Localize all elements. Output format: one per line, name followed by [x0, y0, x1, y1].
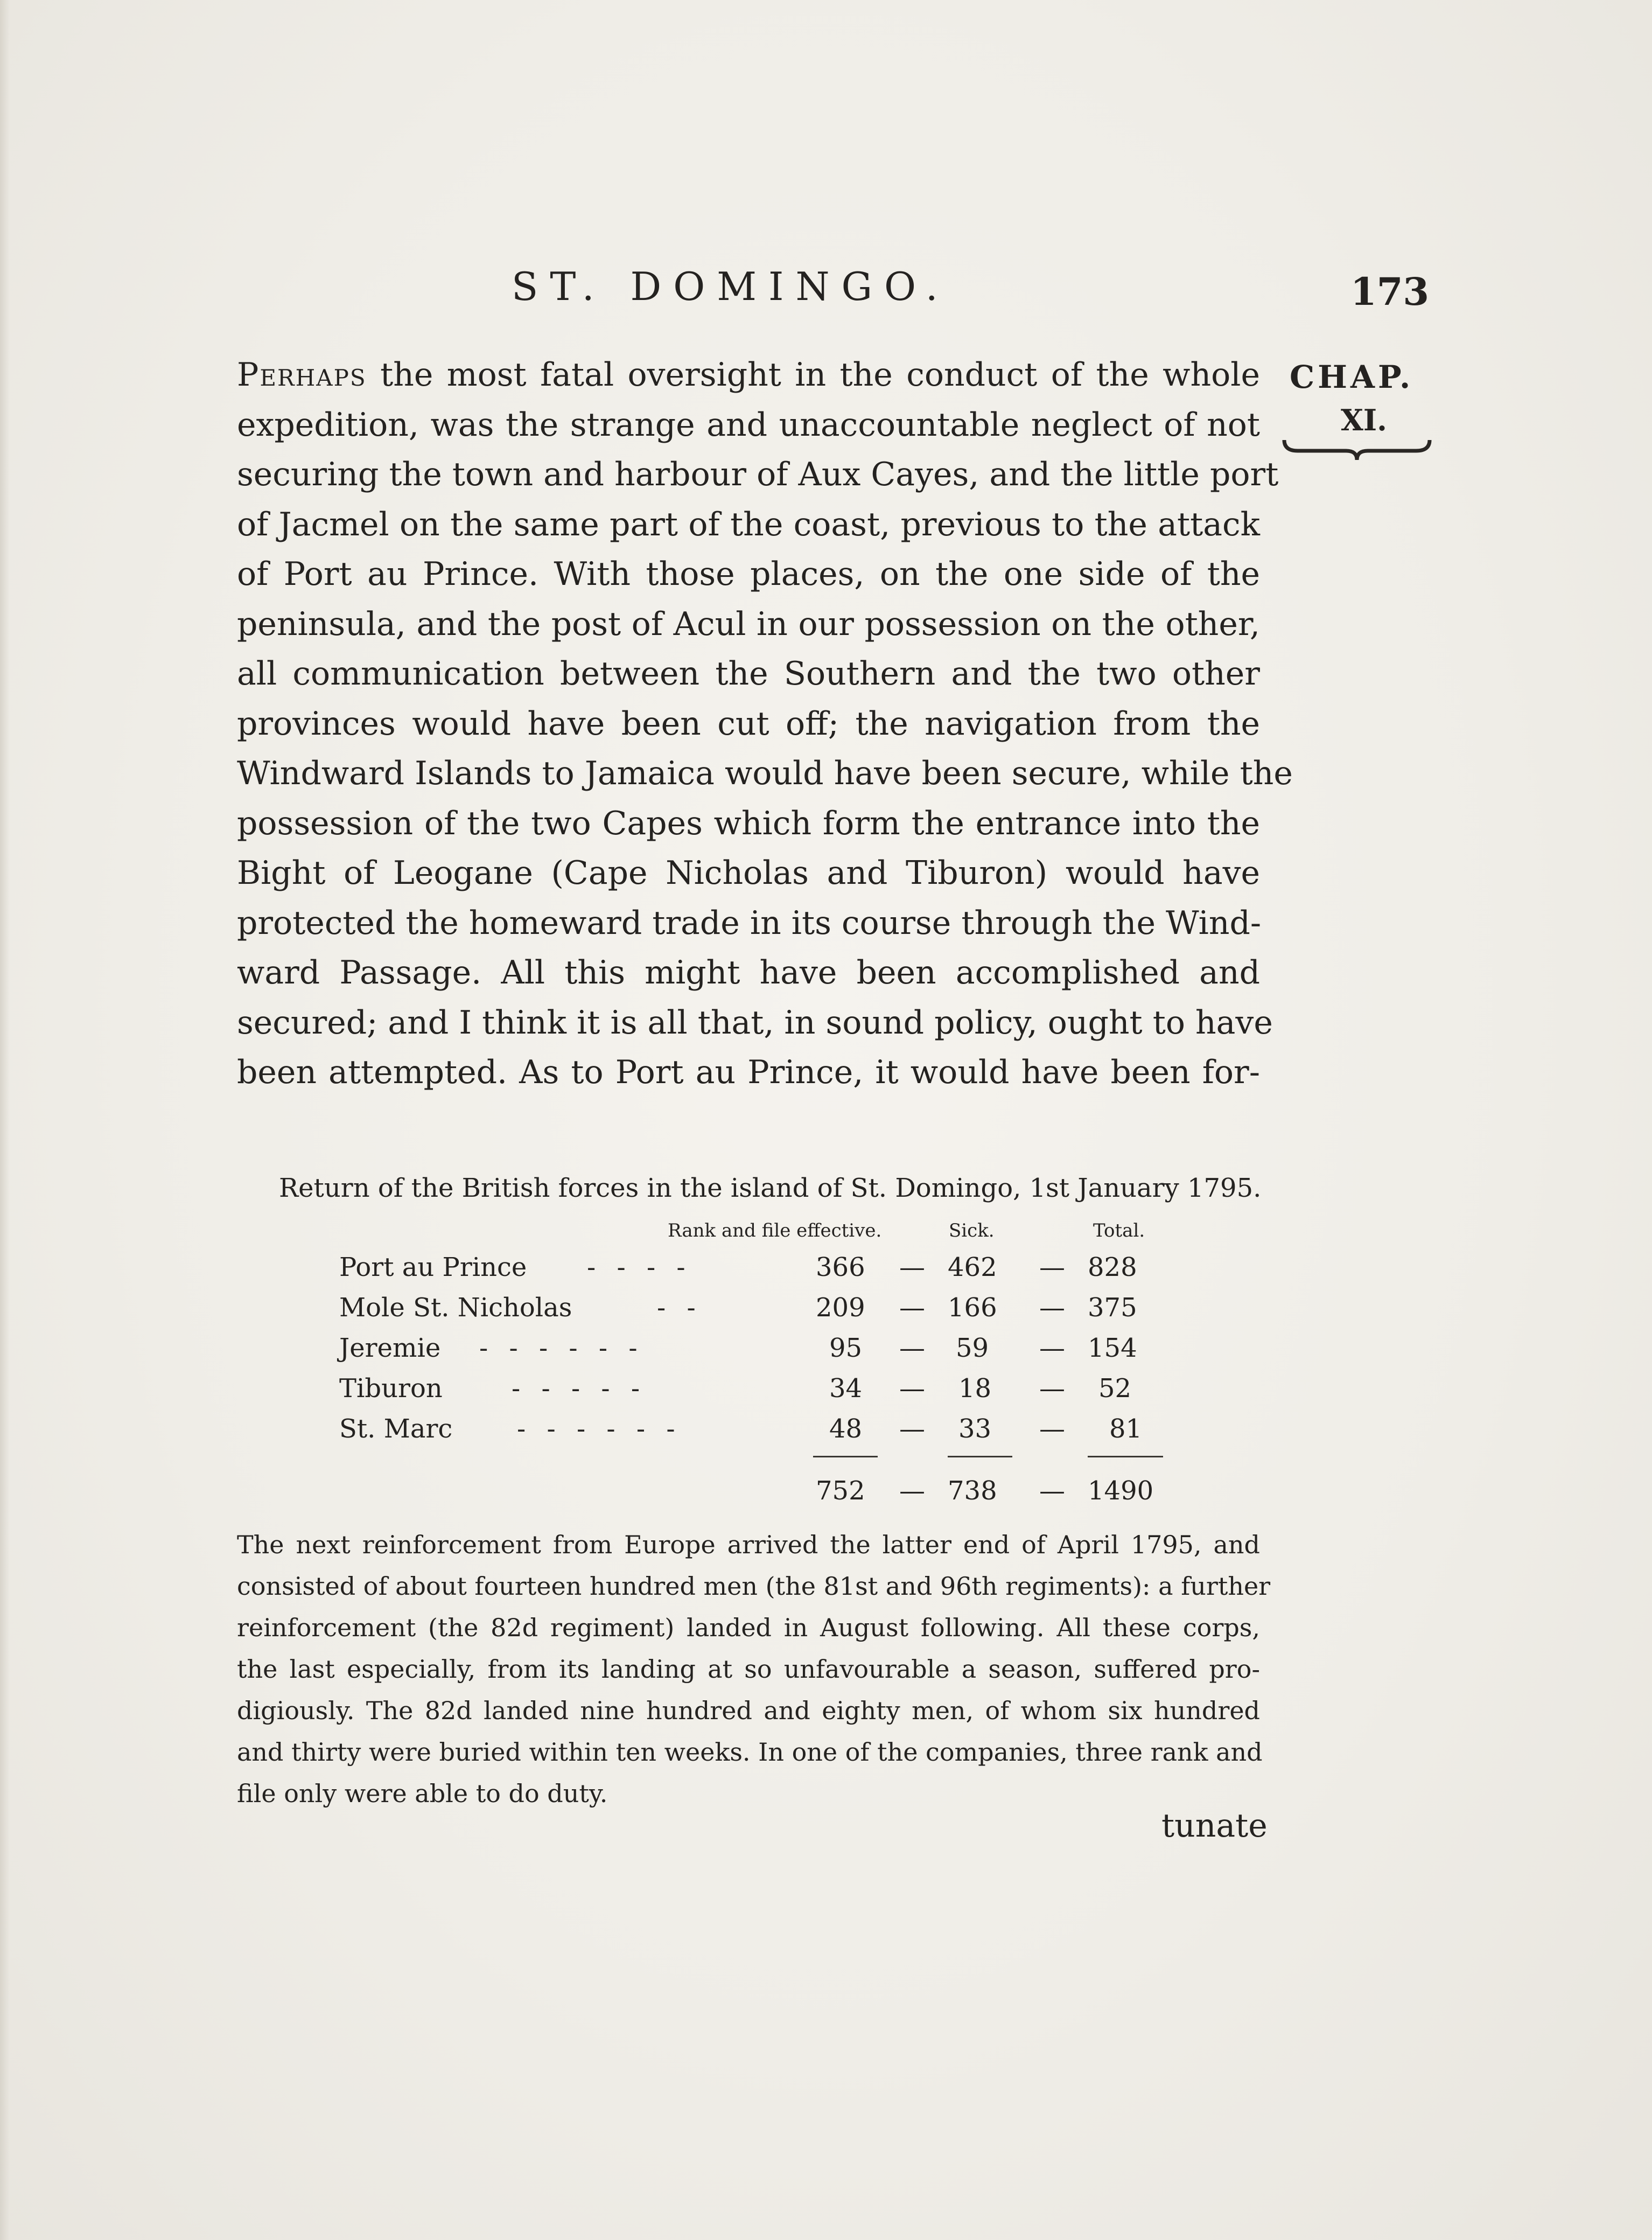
row-separator: —	[1039, 1373, 1065, 1404]
page-number: 173	[1350, 269, 1430, 314]
column-header-total: Total.	[1093, 1220, 1145, 1241]
row-sick: 33	[958, 1414, 992, 1444]
row-leader-dashes: - - - -	[587, 1252, 692, 1282]
body-line: Windward Islands to Jamaica would have been secure, while the	[237, 755, 1293, 792]
column-header-sick: Sick.	[949, 1220, 995, 1241]
footnote-line: and thirty were buried within ten weeks. In one of the companies, three rank and	[237, 1737, 1263, 1767]
lead-word: Perhaps	[237, 356, 367, 394]
first-line-text: the most fatal oversight in the conduct of the whole	[380, 356, 1261, 394]
row-separator: —	[1039, 1252, 1065, 1282]
table-totals-row	[0, 1476, 1652, 1513]
body-line: all communication between the Southern and the two other	[237, 655, 1260, 693]
row-separator: —	[899, 1414, 925, 1444]
row-total: 81	[1109, 1414, 1143, 1444]
row-leader-dashes: - -	[657, 1293, 702, 1323]
body-line: possession of the two Capes which form the entrance into the	[237, 804, 1260, 842]
row-separator: —	[1039, 1476, 1065, 1506]
total-effective: 752	[816, 1476, 865, 1506]
body-line: secured; and I think it is all that, in sound policy, ought to have	[237, 1003, 1273, 1042]
footnote-line: digiously. The 82d landed nine hundred and eighty men, of whom six hundred	[237, 1696, 1260, 1725]
row-total: 154	[1088, 1333, 1137, 1363]
footnote	[237, 1524, 1271, 1815]
sum-rule-sick	[948, 1456, 1012, 1457]
row-place: Port au Prince	[339, 1252, 527, 1282]
row-separator: —	[899, 1333, 925, 1363]
row-total: 375	[1088, 1293, 1137, 1323]
chapter-brace-ornament	[1282, 437, 1432, 464]
body-line: protected the homeward trade in its course through the Wind-	[237, 904, 1262, 942]
sum-rule-total	[1088, 1456, 1163, 1457]
row-separator: —	[899, 1476, 925, 1506]
body-line: securing the town and harbour of Aux Cayes, and the little port	[237, 456, 1279, 493]
row-place: Jeremie	[339, 1333, 441, 1363]
row-leader-dashes: - - - - - -	[517, 1414, 682, 1444]
body-line: expedition, was the strange and unaccountable neglect of not	[237, 406, 1260, 444]
table-row	[0, 1373, 1652, 1411]
row-place: Mole St. Nicholas	[339, 1293, 572, 1323]
row-sick: 59	[956, 1333, 989, 1363]
row-separator: —	[1039, 1333, 1065, 1363]
row-sick: 462	[948, 1252, 997, 1282]
row-effective: 48	[829, 1414, 863, 1444]
row-effective: 209	[816, 1293, 865, 1323]
body-line: ward Passage. All this might have been accomplished and	[237, 954, 1260, 992]
page-edge-shadow	[0, 0, 10, 2240]
row-separator: —	[1039, 1414, 1065, 1444]
table-row	[0, 1293, 1652, 1330]
row-place: Tiburon	[339, 1373, 443, 1404]
footnote-line: file only were able to do duty.	[237, 1779, 608, 1808]
column-header-effective: Rank and file effective.	[668, 1220, 882, 1241]
row-place: St. Marc	[339, 1414, 453, 1444]
total-total: 1490	[1088, 1476, 1154, 1506]
body-line: provinces would have been cut off; the navigation from the	[237, 704, 1260, 743]
footnote-line: The next reinforcement from Europe arrived the latter end of April 1795, and	[237, 1530, 1260, 1559]
running-title-text: ST. DOMINGO.	[512, 264, 950, 309]
table-title: Return of the British forces in the island of St. Domingo, 1st January 1795.	[279, 1173, 1262, 1203]
body-line-1	[237, 350, 1260, 400]
body-line: of Jacmel on the same part of the coast, previous to the attack	[237, 505, 1260, 543]
chapter-number: XI.	[1341, 403, 1387, 437]
body-line: been attempted. As to Port au Prince, it would have been for-	[237, 1053, 1260, 1091]
table-row	[0, 1252, 1652, 1290]
row-separator: —	[1039, 1293, 1065, 1323]
sum-rule-effective	[813, 1456, 878, 1457]
row-leader-dashes: - - - - - -	[479, 1333, 644, 1363]
total-sick: 738	[948, 1476, 997, 1506]
table-row	[0, 1414, 1652, 1452]
row-effective: 34	[829, 1373, 863, 1404]
row-effective: 95	[829, 1333, 863, 1363]
chapter-label: CHAP.	[1290, 359, 1414, 395]
body-line: Bight of Leogane (Cape Nicholas and Tiburon) would have	[237, 854, 1260, 892]
row-sick: 18	[958, 1373, 992, 1404]
row-leader-dashes: - - - - -	[512, 1373, 647, 1404]
row-total: 828	[1088, 1252, 1137, 1282]
body-line: of Port au Prince. With those places, on the one side of the	[237, 555, 1260, 593]
row-sick: 166	[948, 1293, 997, 1323]
footnote-line: the last especially, from its landing at so unfavourable a season, suffered pro-	[237, 1655, 1260, 1684]
row-separator: —	[899, 1293, 925, 1323]
row-effective: 366	[816, 1252, 865, 1282]
footnote-line: reinforcement (the 82d regiment) landed in August following. All these corps,	[237, 1613, 1260, 1642]
footnote-line: consisted of about fourteen hundred men (the 81st and 96th regiments): a further	[237, 1572, 1271, 1601]
table-row	[0, 1333, 1652, 1371]
main-paragraph	[237, 350, 1293, 1098]
catchword: tunate	[1161, 1807, 1268, 1845]
row-total: 52	[1098, 1373, 1132, 1404]
body-line: peninsula, and the post of Acul in our possession on the other,	[237, 605, 1260, 643]
row-separator: —	[899, 1252, 925, 1282]
row-separator: —	[899, 1373, 925, 1404]
